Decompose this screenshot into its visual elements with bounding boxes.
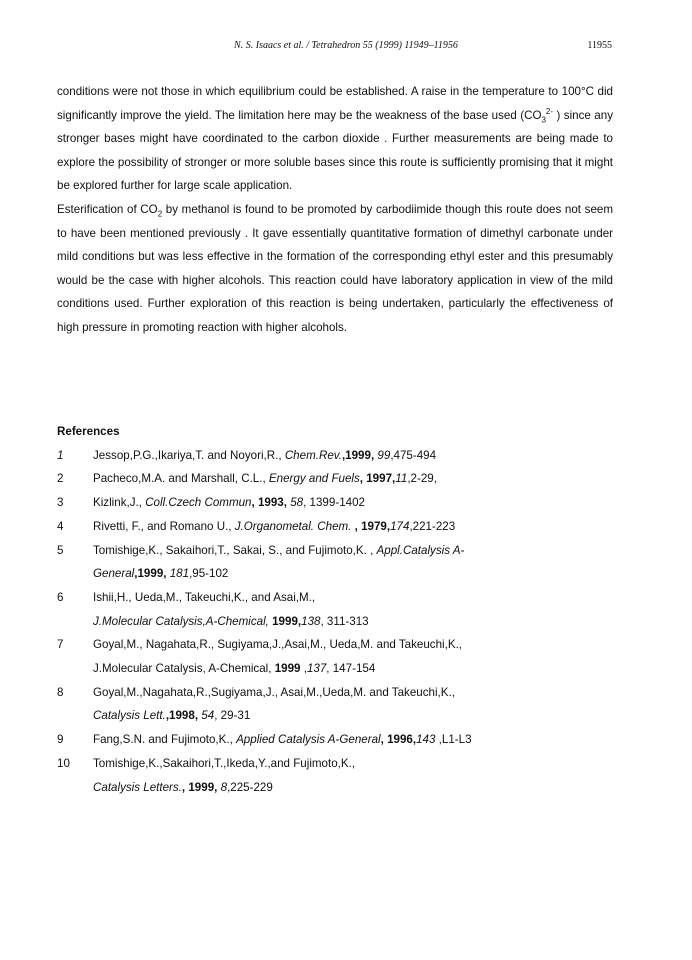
reference-authors: Tomishige,K.,Sakaihori,T.,Ikeda,Y.,and Fujimoto,K., [93,756,356,770]
reference-number: 8 [57,685,64,699]
reference-number: 4 [57,519,64,533]
running-header [0,40,692,56]
reference-year: , 1997, [359,472,396,486]
reference-pages: , 1399-1402 [303,496,365,510]
carbonate-subscript: 3 [541,114,546,124]
reference-year: ,1999, [134,567,170,581]
reference-pages: ,2-29, [407,472,437,486]
reference-item [57,491,617,515]
reference-number: 6 [57,590,64,604]
reference-authors: Kizlink,J., [93,496,146,510]
reference-journal: J.Organometal. Chem. [234,519,355,533]
reference-pages: ,95-102 [189,567,229,581]
reference-journal-continued: General [93,567,135,581]
reference-text [93,728,617,752]
reference-year: ,1999, [341,448,378,462]
reference-journal: Energy and Fuels [268,472,360,486]
reference-pages: , 147-154 [326,662,376,676]
reference-text [93,467,617,491]
reference-number: 3 [57,496,64,510]
reference-item [57,444,617,468]
reference-journal: Catalysis Lett. [93,709,166,723]
reference-text [93,515,617,539]
paragraph-2 [57,198,613,340]
reference-number: 1 [57,448,64,462]
reference-text [93,752,617,799]
paragraph-1-text-a: conditions were not those in which equilibrium could be established. A raise in the temperature to 100°C did significantly improve the yield. The limitation here may be the weakness of the base used (CO [57,85,613,122]
reference-year: , 1979, [354,519,391,533]
page-number: 11955 [587,40,612,51]
reference-authors: Rivetti, F., and Romano U., [93,519,235,533]
reference-pages: ,475-494 [390,448,437,462]
reference-item [57,681,617,728]
reference-text [93,681,617,728]
reference-item [57,515,617,539]
reference-separator: , [300,662,307,676]
reference-volume: 137 [306,662,327,676]
reference-volume: 99 [377,448,391,462]
reference-volume: 174 [390,519,410,533]
reference-volume: 58 [290,496,304,510]
reference-number: 5 [57,543,64,557]
reference-journal: Appl.Catalysis A- [376,543,465,557]
paragraph-1 [57,80,613,198]
paragraph-2-text-b: by methanol is found to be promoted by carbodiimide though this route does not seem to have been mentioned previously . It gave essentially quantitative formation of dimethyl carbonate under mild conditions but was less effective in the formation of the corresponding ethyl ester and this presumably would be the case with higher alcohols. This reaction could have laboratory application in view of the mild conditions used. Further exploration of this reaction is being undertaken, particularly the effectiveness of high pressure in promoting reaction with higher alcohols. [57,202,614,334]
reference-journal: J.Molecular Catalysis, A-Chemical, [93,662,275,676]
reference-item [57,752,617,799]
reference-number: 10 [57,756,70,770]
reference-journal: J.Molecular Catalysis,A-Chemical, [93,614,269,628]
references-section [57,420,617,799]
running-title: N. S. Isaacs et al. / Tetrahedron 55 (1999) 11949–11956 [234,40,458,51]
body-text [57,80,613,340]
reference-pages: ,221-223 [409,519,456,533]
reference-journal: Catalysis Letters. [93,780,182,794]
reference-volume: 11 [395,472,408,486]
paragraph-2-text-a: Esterification of CO [57,202,158,216]
reference-authors: Fang,S.N. and Fujimoto,K., [93,733,237,747]
reference-year: 1999 [274,662,301,676]
reference-journal: Coll.Czech Commun [145,496,252,510]
reference-pages: ,L1-L3 [435,733,472,747]
reference-item [57,633,617,680]
reference-text [93,491,617,515]
reference-number: 9 [57,733,64,747]
reference-authors: Tomishige,K., Sakaihori,T., Sakai, S., and Fujimoto,K. , [93,543,377,557]
reference-volume: 54 [201,709,215,723]
carbonate-charge: 2- [545,106,554,116]
reference-item [57,586,617,633]
reference-pages: , 29-31 [214,709,251,723]
references-heading: References [57,425,120,438]
reference-item [57,728,617,752]
reference-year: , 1999, [181,780,221,794]
reference-number: 7 [57,638,64,652]
reference-year: 1999, [268,614,302,628]
reference-year: , 1996, [380,733,417,747]
reference-journal: Chem.Rev. [284,448,342,462]
reference-item [57,467,617,491]
reference-authors: Goyal,M.,Nagahata,R.,Sugiyama,J., Asai,M.,Ueda,M. and Takeuchi,K., [93,685,455,699]
reference-journal: Applied Catalysis A-General [236,733,381,747]
reference-volume: 8 [220,780,228,794]
reference-authors: Goyal,M., Nagahata,R., Sugiyama,J.,Asai,M., Ueda,M. and Takeuchi,K., [93,638,463,652]
reference-year: ,1998, [165,709,202,723]
paragraph-1-text-b: ) since any stronger bases might have coordinated to the carbon dioxide . Further measurements are being made to explore the possibility of stronger or more soluble bases since this route is sufficiently promising that it might be explored further for large scale application. [57,108,613,193]
reference-authors: Jessop,P.G.,Ikariya,T. and Noyori,R., [93,448,285,462]
reference-volume: 181 [169,567,190,581]
reference-item [57,539,617,586]
reference-volume: 138 [301,614,321,628]
co2-subscript: 2 [157,209,163,219]
reference-number: 2 [57,472,64,486]
reference-text [93,444,617,468]
reference-text [93,586,617,633]
reference-pages: ,225-229 [227,780,273,794]
reference-pages: , 311-313 [320,614,369,628]
reference-year: , 1993, [251,496,291,510]
reference-text [93,539,617,586]
reference-volume: 143 [416,733,436,747]
reference-authors: Ishii,H., Ueda,M., Takeuchi,K., and Asai,M., [93,590,316,604]
reference-authors: Pacheco,M.A. and Marshall, C.L., [93,472,269,486]
reference-text [93,633,617,680]
